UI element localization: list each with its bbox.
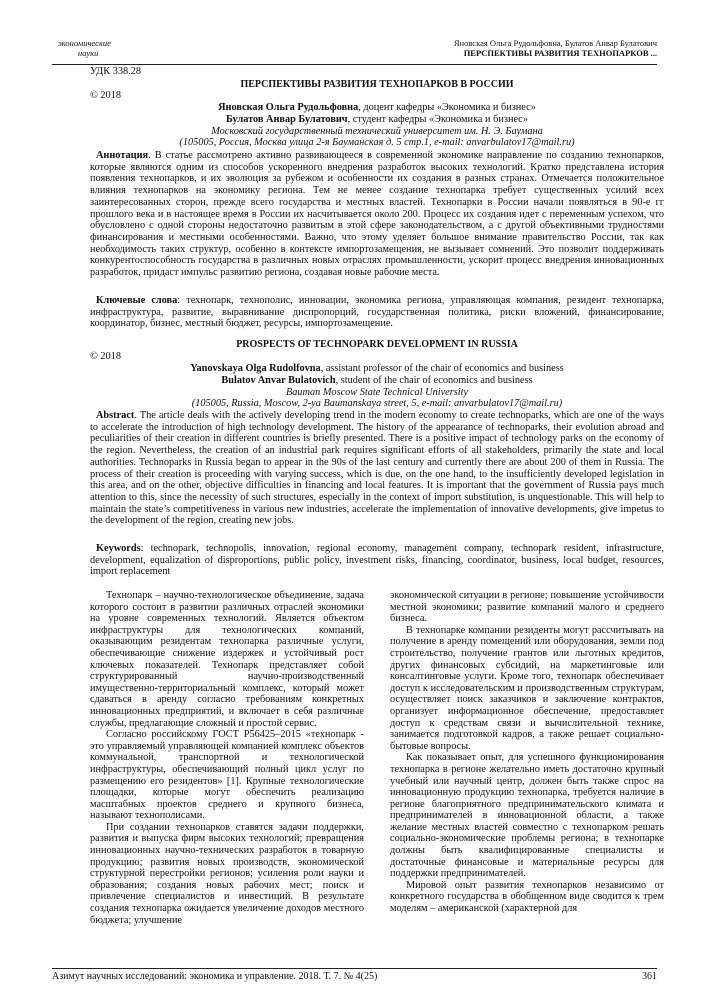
body-column-right bbox=[390, 590, 664, 915]
russian-abstract-label: Аннотация bbox=[96, 150, 149, 161]
english-keywords-label: Keywords bbox=[96, 543, 141, 554]
udc-code: УДК 338.28 bbox=[90, 66, 142, 77]
russian-author1-role: , доцент кафедры «Экономика и бизнес» bbox=[358, 102, 536, 113]
body-paragraph: Мировой опыт развития технопарков независимо от конкретного государства в обобщенном виде сводится к трем моделям – американской (характерной для bbox=[390, 879, 664, 915]
russian-keywords-label: Ключевые слова bbox=[96, 295, 178, 306]
english-address: (105005, Russia, Moscow, 2-ya Baumanskaya street, 5, e-mail: anvarbulatov17@mail.ru) bbox=[191, 398, 563, 410]
body-paragraph: При создании технопарков ставятся задачи поддержки, развития и выпуска фирм высоких технологий; превращения инновационных научно-технических разработок в товарную продукцию; развития новых производств, экономической структурной перестройки регионов; усиления роли науки и образования; создания новых рабочих мест; поиск и привлечение специалистов и инвестиций. В результате создания технопарка ожидается увеличение доходов местного бюджета; улучшение bbox=[90, 821, 364, 926]
english-author1-role: , assistant professor of the chair of economics and business bbox=[320, 363, 564, 374]
english-author2-role: , student of the chair of economics and business bbox=[335, 374, 533, 386]
russian-author2-name: Булатов Анвар Булатович bbox=[225, 113, 348, 125]
english-abstract-label: Abstract bbox=[96, 410, 135, 421]
header-divider bbox=[52, 64, 657, 65]
english-author2 bbox=[90, 375, 664, 387]
english-authors bbox=[90, 363, 664, 410]
russian-keywords-text: : технопарк, технополис, инновации, экономика региона, управляющая компания, резидент технопарка, инфраструктура, развитие, выравнивание диспропорций, государственная политика, риски вложений, финансирование, координатор, бизнес, местный бюджет, ресурсы, импортозамещение. bbox=[90, 295, 664, 330]
body-paragraph: Технопарк – научно-технологическое объединение, задача которого состоит в развитии различных отраслей экономики на уровне современных технологий. Является объектом инфраструктуры для технологических компаний, оказывающим резидентам технопарка различные услуги, обеспечивающие снижение издержек и устойчивый рост ключевых показателей. Технопарк представляет собой структурированный научно-производственный имущественно-территориальный комплекс, который может сдаваться в аренду согласно требованиям конкретных инновационных предприятий, и включает в себя различные службы, предлагающие сложный и простой сервис. bbox=[90, 590, 364, 729]
russian-affiliation: Московский государственный технический университет им. Н. Э. Баумана bbox=[211, 125, 543, 137]
russian-abstract bbox=[90, 150, 664, 279]
section-label-line1: экономические bbox=[58, 38, 111, 48]
journal-citation: Азимут научных исследований: экономика и управление. 2018. Т. 7. № 4(25) bbox=[52, 971, 378, 982]
english-abstract-text: . The article deals with the actively developing trend in the modern economy to create technoparks, which are one of the ways to accelerate the introduction of high technology development. The history of the appearance of technoparks, their evolution abroad and peculiarities of their creation in different countries is briefly presented. There is a positive impact of technology parks on the economy of the region. Nevertheless, the creation of an industrial park requires significant efforts of all stakeholders, primarily the state and local authorities. Technoparks in Russia began to appear in the 90s of the last century and currently there are about 200 of them in Russia. The process of their creation is proceeding with varying success, which is due, on the one hand, to the insufficiently developed legislation in this area, and on the other, objective difficulties in financing and local features. It is important that the government of Russia pays much attention to this, since the necessity of such structures, especially in the context of import substitution, is unquestionable. This will help to maintain the state’s competitiveness in various new industries, accelerate the implementation of innovative developments, give impetus to the development of the region, creating new jobs. bbox=[90, 410, 664, 527]
russian-author2-role: , студент кафедры «Экономика и бизнес» bbox=[347, 113, 529, 125]
body-column-left bbox=[90, 590, 364, 926]
english-keywords-text: : technopark, technopolis, innovation, regional economy, management company, technopark resident, infrastructure, development, equalization of disproportions, public policy, investment risks, financing, coordinator, business, local budget, resources, import replacement bbox=[90, 543, 664, 578]
english-author2-name: Bulatov Anvar Bulatovich bbox=[221, 374, 336, 386]
russian-author2 bbox=[90, 114, 664, 126]
body-paragraph: Как показывает опыт, для успешного функционирования технопарка в регионе желательно иметь достаточно крупный учебный или научный центр, должен быть также спрос на инновационную продукцию технопарка, требуется наличие в регионе благоприятного предпринимательского климата и предпринимателей в инновационной области, а также желание местных властей совместно с технопарком решать социально-экономические проблемы региона; в технопарке должны быть квалифицированные специалисты и достаточные финансовые и материальные ресурсы для поддержки предпринимателей. bbox=[390, 752, 664, 880]
russian-copyright: © 2018 bbox=[90, 90, 121, 101]
english-author1 bbox=[90, 363, 664, 375]
english-affiliation: Bauman Moscow State Technical University bbox=[285, 386, 469, 398]
russian-address: (105005, Россия, Москва улица 2-я Бауманская д. 5 стр.1, e-mail: anvarbulatov17@mail.ru) bbox=[179, 137, 575, 149]
russian-abstract-text: . В статье рассмотрено активно развивающееся в современной экономике направление по созданию технопарков, которые являются одним из способов ускоренного внедрения разработок высоких технологий. Кратко представлена история появления технопарков, и их эволюция за рубежом и особенности их создания в разных странах. Отмечается положительное влияния технопарков на экономику региона. Тем не менее создание технопарка требует существенных усилий всех заинтересованных сторон, прежде всего государства и местных властей. Технопарки в России начали появляться в 90-е гг прошлого века и в настоящее время в России их насчитывается около 200. Процесс их создания идет с переменным успехом, что обусловлено с одной стороны недостаточно развитым в этой сфере законодательством, а с другой объективными трудностями финансирования и местными особенностями. Важно, что этому уделяет большое внимание правительство России, так как необходимость таких структур, особенно в контексте импортозамещения, не вызывает сомнений. Это позволит поддерживать конкурентоспособность государства в различных новых отраслях промышленности, ускорит процесс внедрения инновационных разработок, придаст импульс развитию региона, создавая новые рабочие места. bbox=[90, 150, 664, 279]
russian-author1-name: Яновская Ольга Рудольфовна bbox=[218, 102, 359, 113]
body-paragraph-continued: экономической ситуации в регионе; повышение устойчивости местной экономики; развитие компаний малого и среднего бизнеса. bbox=[390, 590, 664, 625]
body-paragraph: Согласно российскому ГОСТ Р56425–2015 «технопарк - это управляемый управляющей компанией комплекс объектов коммунальной, транспортной и технологической инфраструктуры, обеспечивающий полный цикл услуг по размещению его резидентов» [1]. Крупные технологические площадки, которые могут обеспечить реализацию масштабных проектов среднего и крупного бизнеса, называют технополисами. bbox=[90, 729, 364, 822]
body-paragraph: В технопарке компании резиденты могут рассчитывать на получение в аренду помещений или оборудования, земли под строительство, получение грантов или льготных кредитов, других финансовых субсидий, на маркетинговые или консалтинговые услуги. Кроме того, технопарк обеспечивает доступ к исследовательским и производственным структурам, осуществляет поиск заказчиков и заключение контрактов, организует информационное обеспечение, предоставляет доступ к средствам связи и вычислительной технике, занимается подготовкой кадров, а также решает социально-бытовые вопросы. bbox=[390, 624, 664, 752]
section-label bbox=[58, 38, 111, 58]
russian-keywords bbox=[90, 295, 664, 330]
english-abstract bbox=[90, 410, 664, 527]
russian-authors bbox=[90, 102, 664, 149]
footer-divider bbox=[52, 968, 657, 969]
page-number: 361 bbox=[642, 971, 657, 982]
english-copyright: © 2018 bbox=[90, 351, 121, 362]
running-title bbox=[454, 38, 657, 58]
english-title: PROSPECTS OF TECHNOPARK DEVELOPMENT IN RUSSIA bbox=[236, 339, 518, 350]
english-keywords bbox=[90, 543, 664, 578]
russian-author1 bbox=[90, 102, 664, 114]
russian-title: ПЕРСПЕКТИВЫ РАЗВИТИЯ ТЕХНОПАРКОВ В РОССИИ bbox=[240, 79, 514, 90]
page-footer bbox=[52, 971, 657, 983]
english-author1-name: Yanovskaya Olga Rudolfovna bbox=[190, 363, 321, 374]
running-authors: Яновская Ольга Рудольфовна, Булатов Анвар Булатович bbox=[453, 38, 657, 48]
section-label-line2: науки bbox=[78, 48, 99, 58]
running-article-title: ПЕРСПЕКТИВЫ РАЗВИТИЯ ТЕХНОПАРКОВ ... bbox=[463, 48, 657, 58]
running-header bbox=[52, 38, 657, 64]
